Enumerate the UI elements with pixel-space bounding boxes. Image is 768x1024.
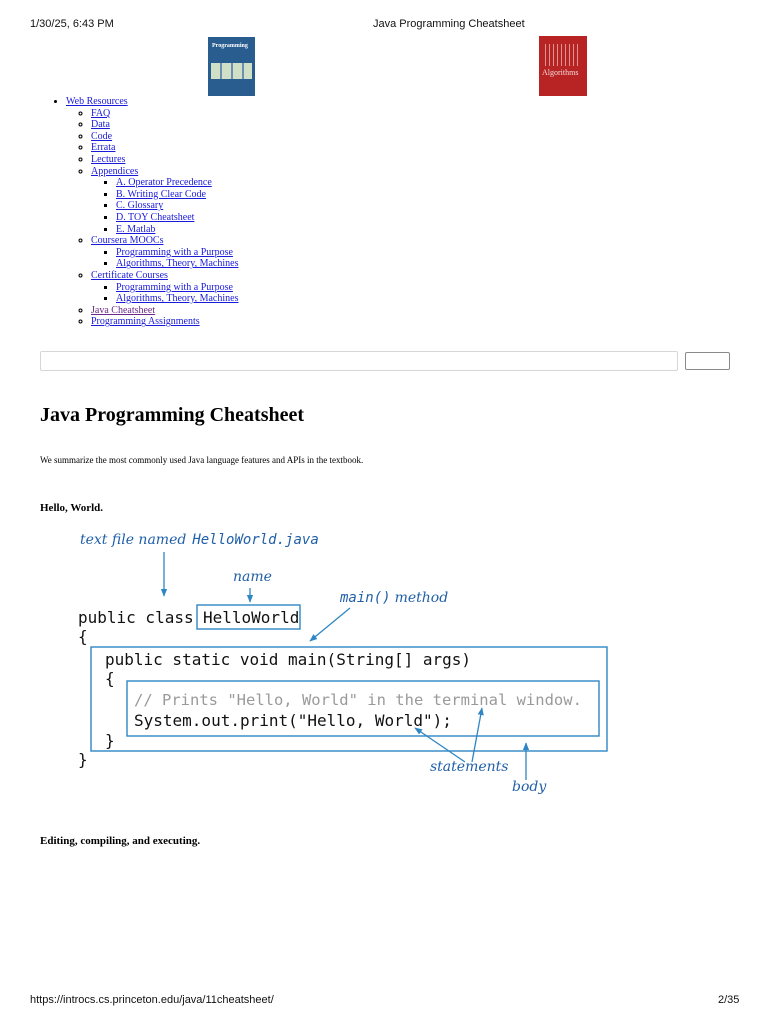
appendices-link[interactable]: Appendices — [91, 165, 139, 177]
cover-art — [545, 44, 581, 66]
nav-item-web-resources — [66, 96, 238, 328]
coursera-programming-link[interactable]: Programming with a Purpose — [116, 246, 233, 258]
java-cheatsheet-link[interactable]: Java Cheatsheet — [91, 304, 156, 316]
arrow-statements-1 — [415, 728, 465, 762]
annotation-body: body — [512, 779, 547, 795]
coursera-moocs-link[interactable]: Coursera MOOCs — [91, 235, 164, 247]
appendix-d-link[interactable]: D. TOY Cheatsheet — [116, 211, 195, 223]
code-inner-brace-open: { — [105, 669, 115, 688]
code-class-name: HelloWorld — [203, 608, 300, 627]
code-comment: // Prints "Hello, World" in the terminal window. — [134, 691, 582, 709]
print-page-title: Java Programming Cheatsheet — [373, 18, 525, 30]
code-link[interactable]: Code — [91, 130, 113, 142]
print-datetime: 1/30/25, 6:43 PM — [30, 18, 114, 30]
annotation-name: name — [233, 569, 272, 585]
code-brace-close: } — [78, 750, 88, 769]
appendix-c-link[interactable]: C. Glossary — [116, 200, 164, 212]
lectures-link[interactable]: Lectures — [91, 153, 126, 165]
code-brace-open: { — [78, 627, 88, 646]
certificate-courses-link[interactable]: Certificate Courses — [91, 269, 168, 281]
hello-world-diagram — [70, 528, 630, 808]
appendix-b-link[interactable]: B. Writing Clear Code — [116, 188, 206, 200]
page-title: Java Programming Cheatsheet — [40, 404, 305, 426]
cover-art — [211, 63, 252, 79]
code-main-signature: public static void main(String[] args) — [105, 650, 472, 669]
appendix-e-link[interactable]: E. Matlab — [116, 223, 156, 235]
arrow-to-main — [310, 608, 350, 641]
certificate-algorithms-link[interactable]: Algorithms, Theory, Machines — [116, 293, 239, 305]
section-heading-editing: Editing, compiling, and executing. — [40, 835, 201, 847]
print-page-number: 2/35 — [718, 994, 740, 1006]
data-link[interactable]: Data — [91, 119, 110, 131]
intro-paragraph: We summarize the most commonly used Java language features and APIs in the textbook. — [40, 455, 364, 465]
faq-link[interactable]: FAQ — [91, 107, 111, 119]
appendix-a-link[interactable]: A. Operator Precedence — [116, 177, 212, 189]
programming-assignments-link[interactable]: Programming Assignments — [91, 316, 200, 328]
web-resources-link[interactable]: Web Resources — [66, 96, 128, 107]
code-class-keywords: public class — [78, 608, 194, 627]
search-button[interactable] — [685, 352, 730, 370]
arrow-statements-2 — [472, 708, 482, 762]
certificate-programming-link[interactable]: Programming with a Purpose — [116, 281, 233, 293]
programming-cover-title: Programming — [212, 43, 248, 49]
site-navigation — [40, 96, 238, 328]
coursera-algorithms-link[interactable]: Algorithms, Theory, Machines — [116, 258, 239, 270]
annotation-main-method: main() method — [340, 590, 449, 606]
algorithms-book-cover[interactable] — [539, 36, 587, 96]
errata-link[interactable]: Errata — [91, 142, 116, 154]
annotation-statements: statements — [430, 759, 509, 775]
annotation-text-file: text file named HelloWorld.java — [80, 532, 319, 548]
code-inner-brace-close: } — [105, 731, 115, 750]
code-print-statement: System.out.print("Hello, World"); — [134, 711, 452, 730]
section-heading-hello-world: Hello, World. — [40, 502, 104, 514]
programming-book-cover[interactable] — [208, 37, 255, 96]
algorithms-cover-title: Algorithms — [542, 68, 579, 77]
search-input[interactable] — [40, 351, 678, 371]
print-url: https://introcs.cs.princeton.edu/java/11cheatsheet/ — [30, 994, 274, 1006]
